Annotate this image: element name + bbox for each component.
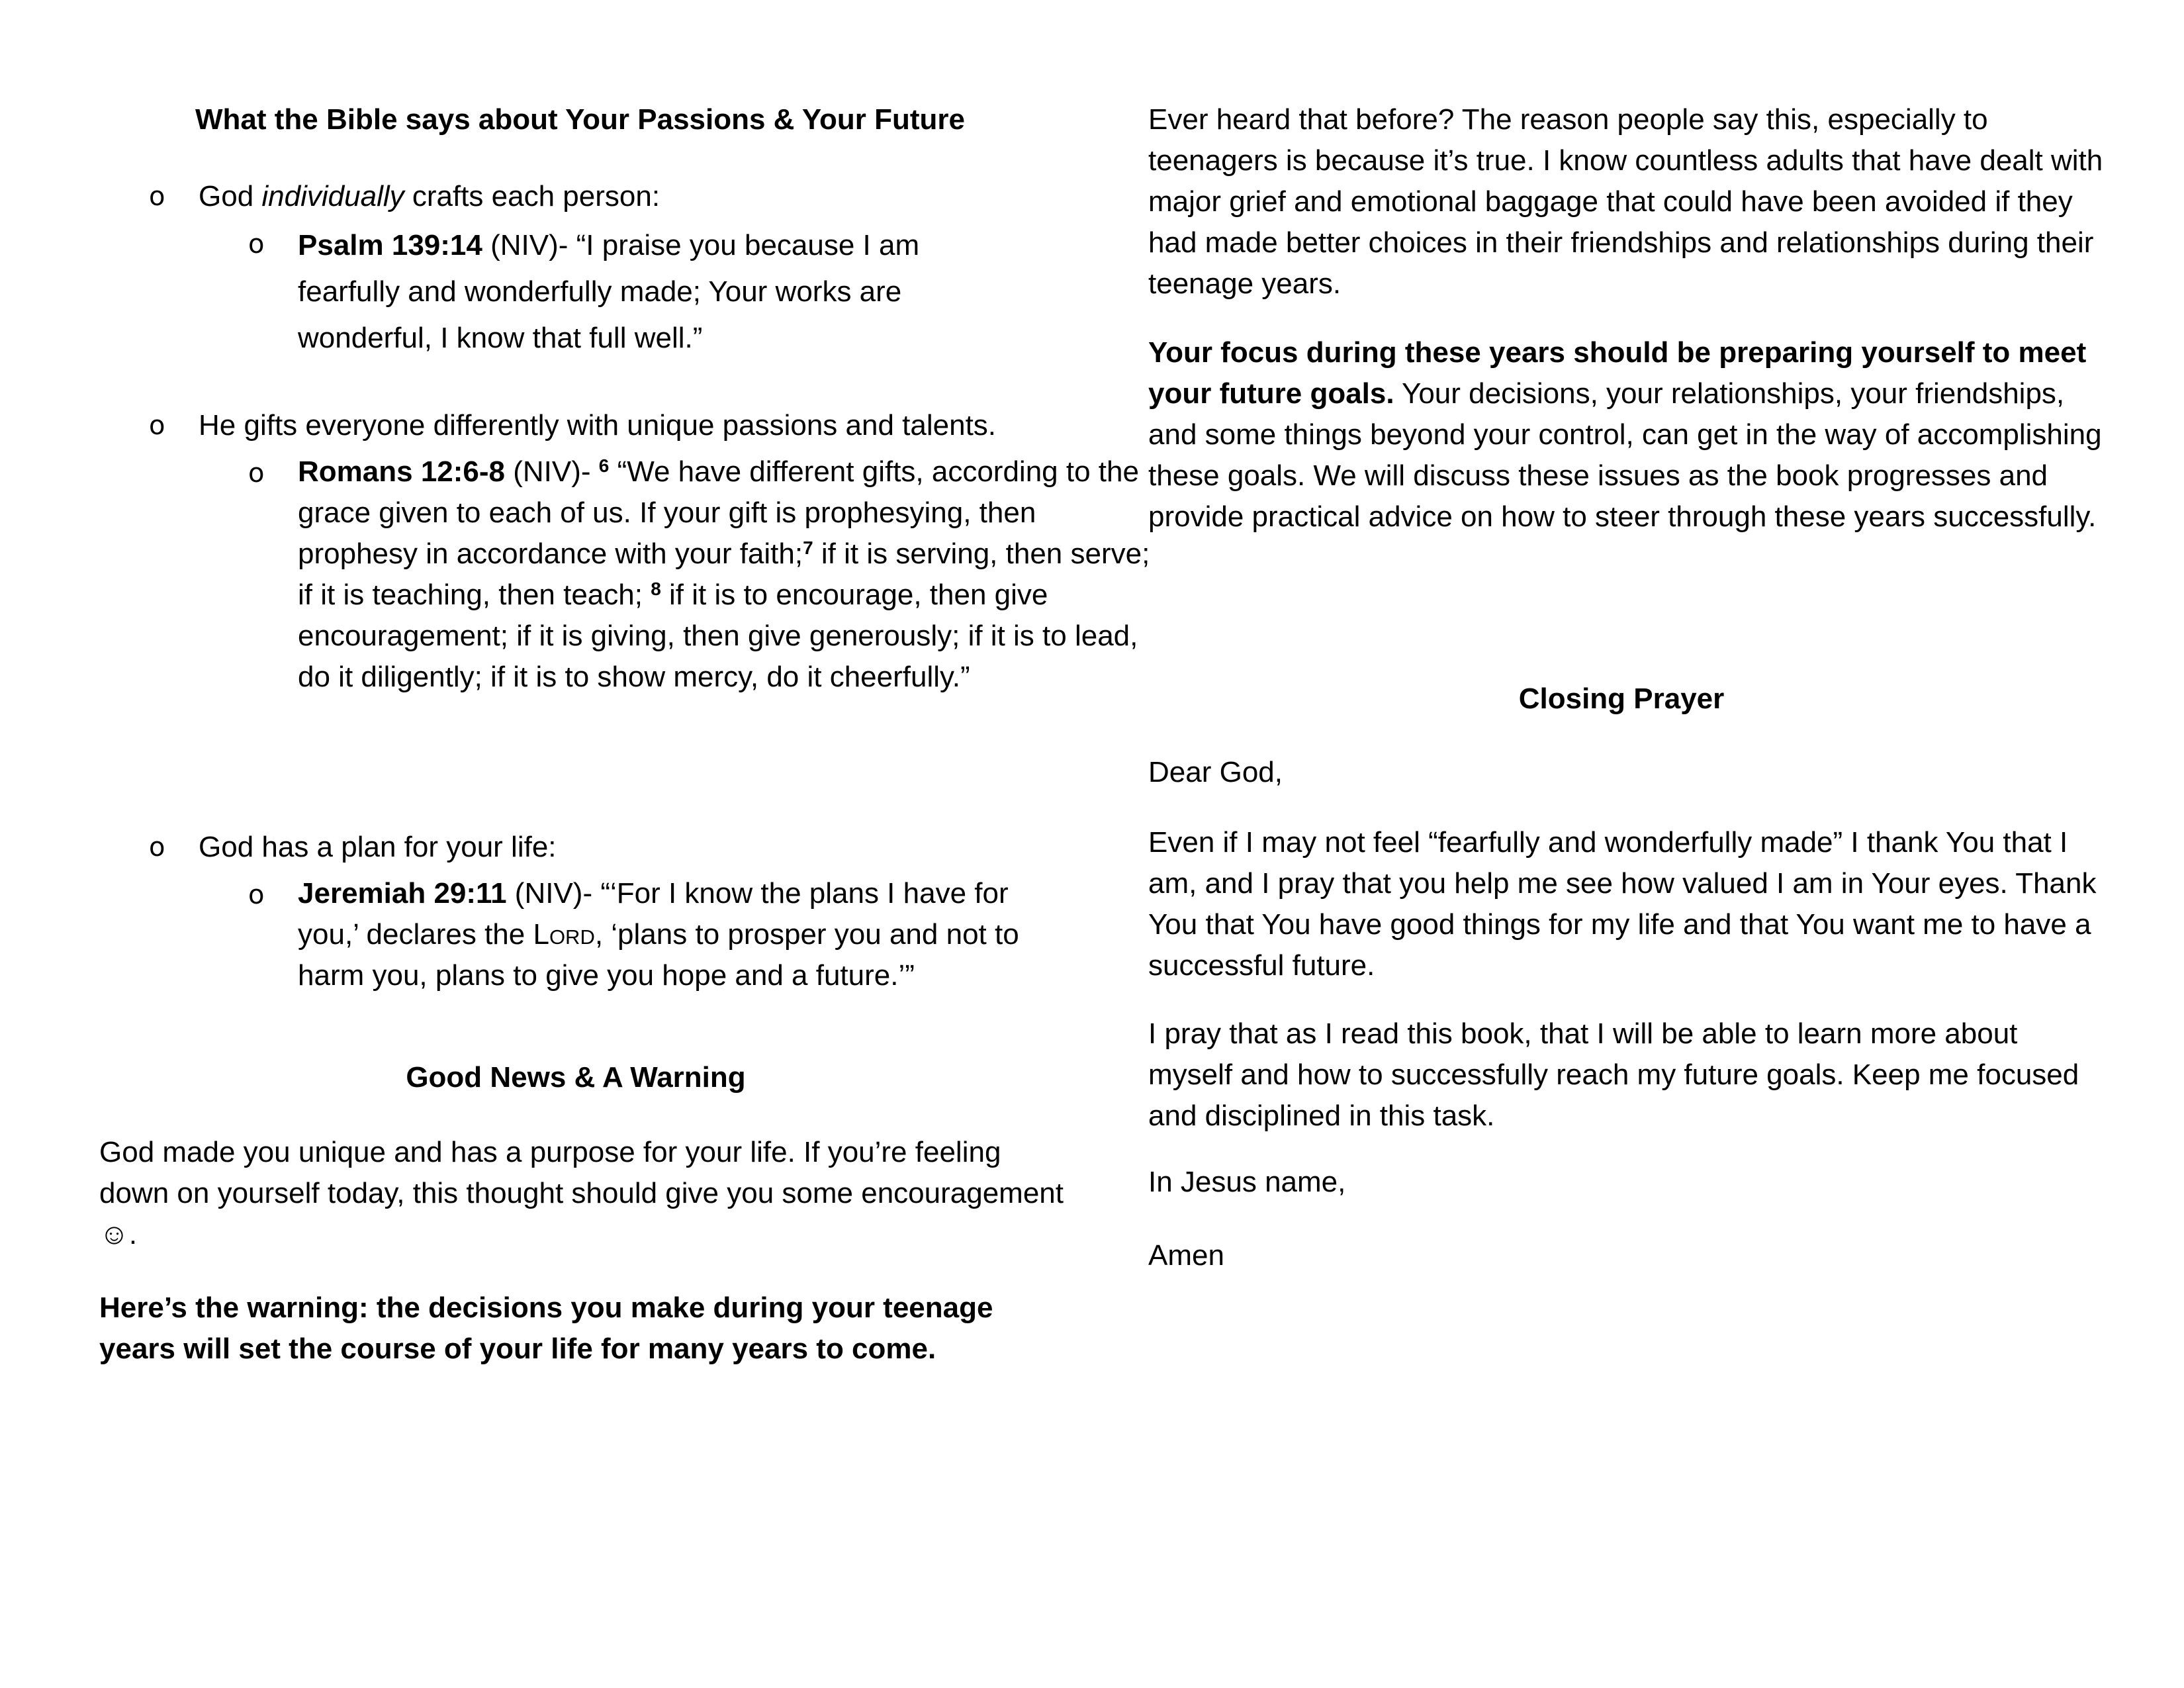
prayer-greeting: Dear God,	[1148, 756, 1283, 788]
sub-bullet-marker: o	[248, 229, 265, 259]
section-title-prayer: Closing Prayer	[1518, 682, 1725, 715]
list-item-plan: God has a plan for your life:	[199, 831, 557, 863]
prayer-paragraph-2: I pray that as I read this book, that I will be able to learn more about myself and how to successfully reach my future goals. Keep me focused and disciplined in this task.	[1148, 1017, 2079, 1132]
verse-number: 8	[651, 579, 661, 599]
verse-number: 6	[598, 455, 610, 476]
verse-number: 7	[803, 538, 813, 558]
sub-bullet-marker: o	[248, 880, 265, 910]
verse-psalm: Psalm 139:14 (NIV)- “I praise you because I am fearfully and wonderfully made; Your works are wonderful, I know that full well.”	[298, 229, 920, 354]
bullet-marker: o	[149, 410, 165, 441]
list-item-gifts: He gifts everyone differently with unique passions and talents.	[199, 409, 997, 442]
verse-reference: Psalm 139:14	[298, 229, 482, 261]
paragraph-unique: God made you unique and has a purpose for your life. If you’re feeling down on yourself today, this thought should give you some encouragement ☺.	[99, 1136, 1064, 1250]
verse-jeremiah: Jeremiah 29:11 (NIV)- “‘For I know the plans I have for you,’ declares the Lord, ‘plans to prosper you and not to harm you, plans to give you hope and a future.’”	[298, 877, 1019, 992]
verse-romans: Romans 12:6-8 (NIV)- $^6$ “We have different gifts, according to the grace given to each of us. If your gift is prophesying, then prophesy in accordance with your faith;$^7$ if it is serving, then serve; if it is teaching, then teach; $^8$ if it is to encourage, then give encouragement; if it is giving, then give generously; if it is to lead, do it diligently; if it is to show mercy, do it cheerfully.”	[298, 455, 1150, 693]
paragraph-focus: Your focus during these years should be preparing yourself to meet your future goals. Your decisions, your relationships, your friendships, and some things beyond your control, can get in the way of accomplishing these goals. We will discuss these issues as the book progresses and provide practical advice on how to steer through these years successfully.	[1148, 336, 2102, 533]
list-item-crafts: God individually crafts each person:	[199, 180, 660, 212]
section-title-good-news: Good News & A Warning	[406, 1061, 746, 1094]
verse-reference: Romans 12:6-8	[298, 455, 506, 488]
paragraph-heard-before: Ever heard that before? The reason people say this, especially to teenagers is because it’s true. I know countless adults that have dealt with major grief and emotional baggage that could have been avoided if they had made better choices in their friendships and relationships during their teenage years.	[1148, 103, 2103, 300]
focus-statement: Your focus during these years should be preparing yourself to meet your future goals.	[1148, 336, 2087, 410]
prayer-paragraph-1: Even if I may not feel “fearfully and wonderfully made” I thank You that I am, and I pray that you help me see how valued I am in Your eyes. Thank You that You have good things for my life and that You want me to have a successful future.	[1148, 826, 2097, 982]
paragraph-warning: Here’s the warning: the decisions you make during your teenage years will set the course of your life for many years to come.	[99, 1291, 993, 1365]
bullet-marker: o	[149, 832, 165, 863]
sub-bullet-marker: o	[248, 458, 265, 489]
prayer-amen: Amen	[1148, 1239, 1224, 1272]
verse-reference: Jeremiah 29:11	[298, 877, 507, 910]
bullet-marker: o	[149, 181, 165, 212]
prayer-closing: In Jesus name,	[1148, 1166, 1346, 1198]
page-title: What the Bible says about Your Passions & Your Future	[195, 103, 965, 136]
